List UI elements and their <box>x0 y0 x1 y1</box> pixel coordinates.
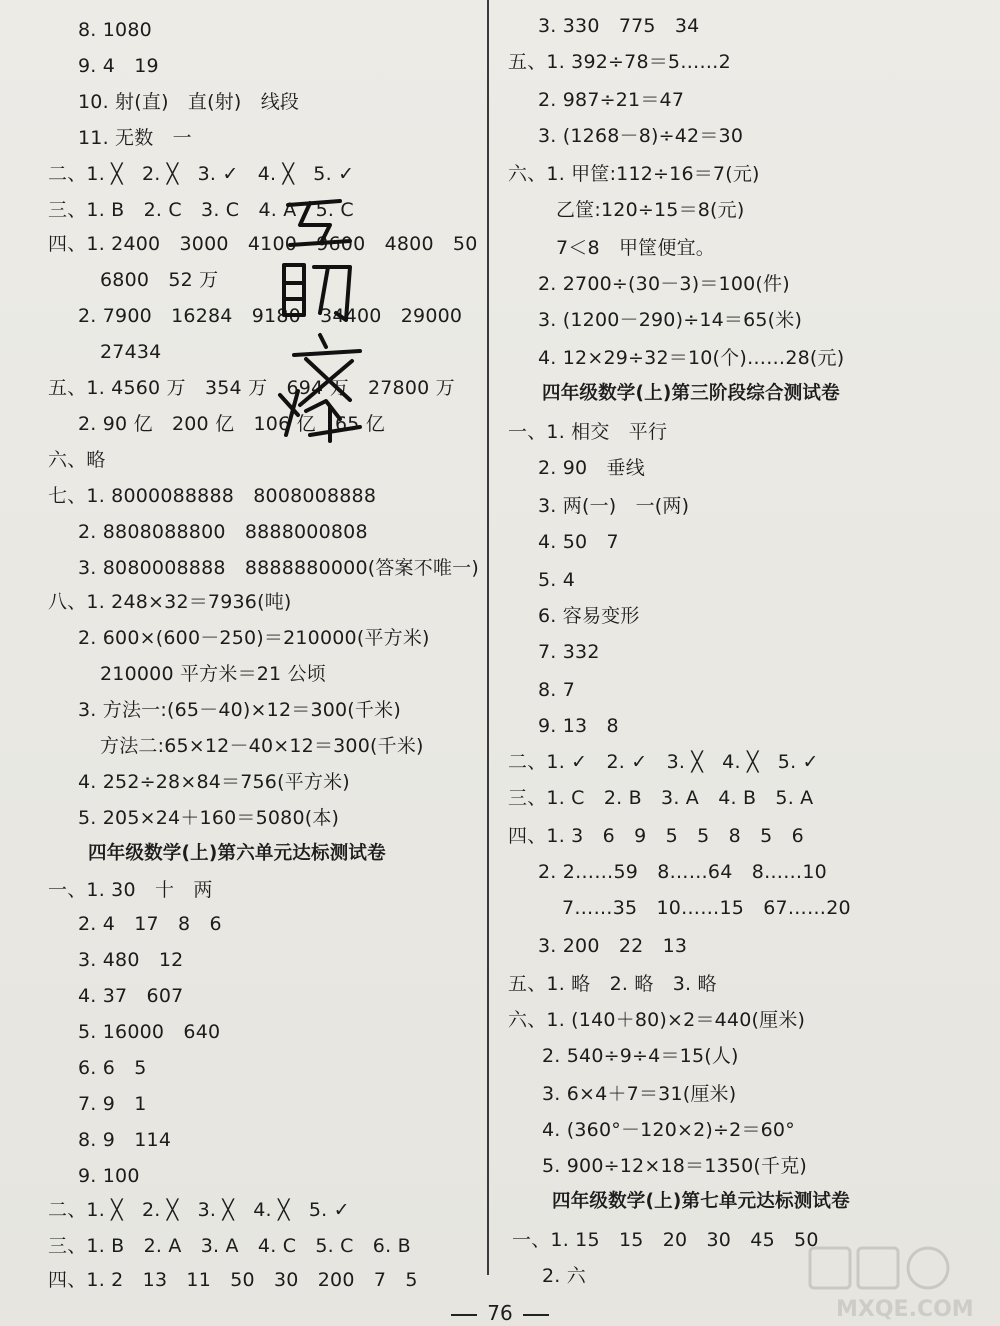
answer-line: 3. (1268－8)÷42＝30 <box>538 125 744 147</box>
answer-line: 8. 1080 <box>78 19 152 41</box>
answer-line: 11. 无数 一 <box>78 127 192 149</box>
answer-line: 四、1. 2 13 11 50 30 200 7 5 <box>48 1269 418 1291</box>
answer-line: 27434 <box>100 341 162 363</box>
answer-line: 三、1. B 2. C 3. C 4. A 5. C <box>48 199 354 221</box>
answer-line: 7＜8 甲筐便宜。 <box>556 237 715 259</box>
answer-line: 2. 2……59 8……64 8……10 <box>538 861 827 883</box>
answer-line: 4. 12×29÷32＝10(个)……28(元) <box>538 347 845 369</box>
answer-line: 四、1. 3 6 9 5 5 8 5 6 <box>508 825 804 847</box>
section-title: 四年级数学(上)第三阶段综合测试卷 <box>542 383 840 404</box>
answer-line: 3. 480 12 <box>78 949 184 971</box>
answer-line: 2. 987÷21＝47 <box>538 89 685 111</box>
answer-line: 210000 平方米＝21 公顷 <box>100 663 326 685</box>
answer-line: 2. 90 垂线 <box>538 457 645 479</box>
answer-line: 9. 4 19 <box>78 55 159 77</box>
answer-line: 八、1. 248×32＝7936(吨) <box>48 591 292 613</box>
answer-line: 方法二:65×12－40×12＝300(千米) <box>100 735 424 757</box>
answer-line: 3. 两(一) 一(两) <box>538 495 690 517</box>
answer-line: 8. 7 <box>538 679 576 701</box>
answer-line: 3. 330 775 34 <box>538 15 700 37</box>
answer-line: 二、1. ╳ 2. ╳ 3. ╳ 4. ╳ 5. ✓ <box>48 1199 350 1221</box>
answer-line: 一、1. 相交 平行 <box>508 421 668 443</box>
answer-line: 8. 9 114 <box>78 1129 172 1151</box>
answer-line: 五、1. 略 2. 略 3. 略 <box>508 973 717 995</box>
answer-line: 4. 252÷28×84＝756(平方米) <box>78 771 350 793</box>
page-footer <box>0 1300 1000 1326</box>
answer-line: 4. (360°－120×2)÷2＝60° <box>542 1119 795 1141</box>
answer-line: 5. 900÷12×18＝1350(千克) <box>542 1155 808 1177</box>
answer-line: 4. 37 607 <box>78 985 184 1007</box>
answer-line: 7. 9 1 <box>78 1093 147 1115</box>
answer-line: 五、1. 392÷78＝5……2 <box>508 51 731 73</box>
answer-line: 六、1. 甲筐:112÷16＝7(元) <box>508 163 760 185</box>
answer-line: 七、1. 8000088888 8008008888 <box>48 485 377 507</box>
answer-line: 3. 200 22 13 <box>538 935 688 957</box>
answer-line: 四、1. 2400 3000 4100 9600 4800 50 <box>48 233 478 255</box>
answer-line: 4. 50 7 <box>538 531 619 553</box>
answer-line: 6800 52 万 <box>100 269 219 291</box>
answer-line: 5. 205×24＋160＝5080(本) <box>78 807 340 829</box>
section-title: 四年级数学(上)第七单元达标测试卷 <box>552 1191 850 1212</box>
column-divider <box>487 0 489 1275</box>
svg-text:MXQE.COM: MXQE.COM <box>836 1297 974 1322</box>
answer-line: 三、1. B 2. A 3. A 4. C 5. C 6. B <box>48 1235 411 1257</box>
footer-dash <box>451 1314 477 1316</box>
answer-line: 一、1. 30 十 两 <box>48 879 213 901</box>
page-number: 76 <box>487 1301 513 1325</box>
handwritten-stamp <box>270 195 390 445</box>
answer-line: 2. 600×(600－250)＝210000(平方米) <box>78 627 430 649</box>
answer-line: 2. 7900 16284 9180 34400 29000 <box>78 305 463 327</box>
answer-line: 5. 4 <box>538 569 576 591</box>
footer-dash <box>523 1314 549 1316</box>
answer-line: 5. 16000 640 <box>78 1021 221 1043</box>
answer-line: 二、1. ╳ 2. ╳ 3. ✓ 4. ╳ 5. ✓ <box>48 163 355 185</box>
answer-line: 2. 六 <box>542 1265 586 1287</box>
answer-line: 7……35 10……15 67……20 <box>562 897 851 919</box>
answer-line: 9. 100 <box>78 1165 140 1187</box>
answer-line: 3. (1200－290)÷14＝65(米) <box>538 309 803 331</box>
answer-line: 六、略 <box>48 449 106 471</box>
answer-line: 9. 13 8 <box>538 715 619 737</box>
answer-line: 2. 4 17 8 6 <box>78 913 222 935</box>
answer-line: 二、1. ✓ 2. ✓ 3. ╳ 4. ╳ 5. ✓ <box>508 751 819 773</box>
answer-line: 六、1. (140＋80)×2＝440(厘米) <box>508 1009 806 1031</box>
answer-line: 2. 540÷9÷4＝15(人) <box>542 1045 739 1067</box>
answer-line: 3. 6×4＋7＝31(厘米) <box>542 1083 737 1105</box>
answer-line: 7. 332 <box>538 641 600 663</box>
answer-line: 2. 2700÷(30－3)＝100(件) <box>538 273 790 295</box>
answer-line: 6. 6 5 <box>78 1057 147 1079</box>
answer-line: 2. 8808088800 8888000808 <box>78 521 368 543</box>
answer-line: 2. 90 亿 200 亿 106 亿 65 亿 <box>78 413 386 435</box>
answer-line: 乙筐:120÷15＝8(元) <box>556 199 745 221</box>
answer-line: 五、1. 4560 万 354 万 694 万 27800 万 <box>48 377 455 399</box>
answer-line: 10. 射(直) 直(射) 线段 <box>78 91 300 113</box>
section-title: 四年级数学(上)第六单元达标测试卷 <box>88 843 386 864</box>
answer-line: 3. 方法一:(65－40)×12＝300(千米) <box>78 699 401 721</box>
answer-line: 3. 8080008888 8888880000(答案不唯一) <box>78 557 479 579</box>
answer-line: 6. 容易变形 <box>538 605 640 627</box>
answer-line: 三、1. C 2. B 3. A 4. B 5. A <box>508 787 814 809</box>
answer-line: 一、1. 15 15 20 30 45 50 <box>512 1229 819 1251</box>
